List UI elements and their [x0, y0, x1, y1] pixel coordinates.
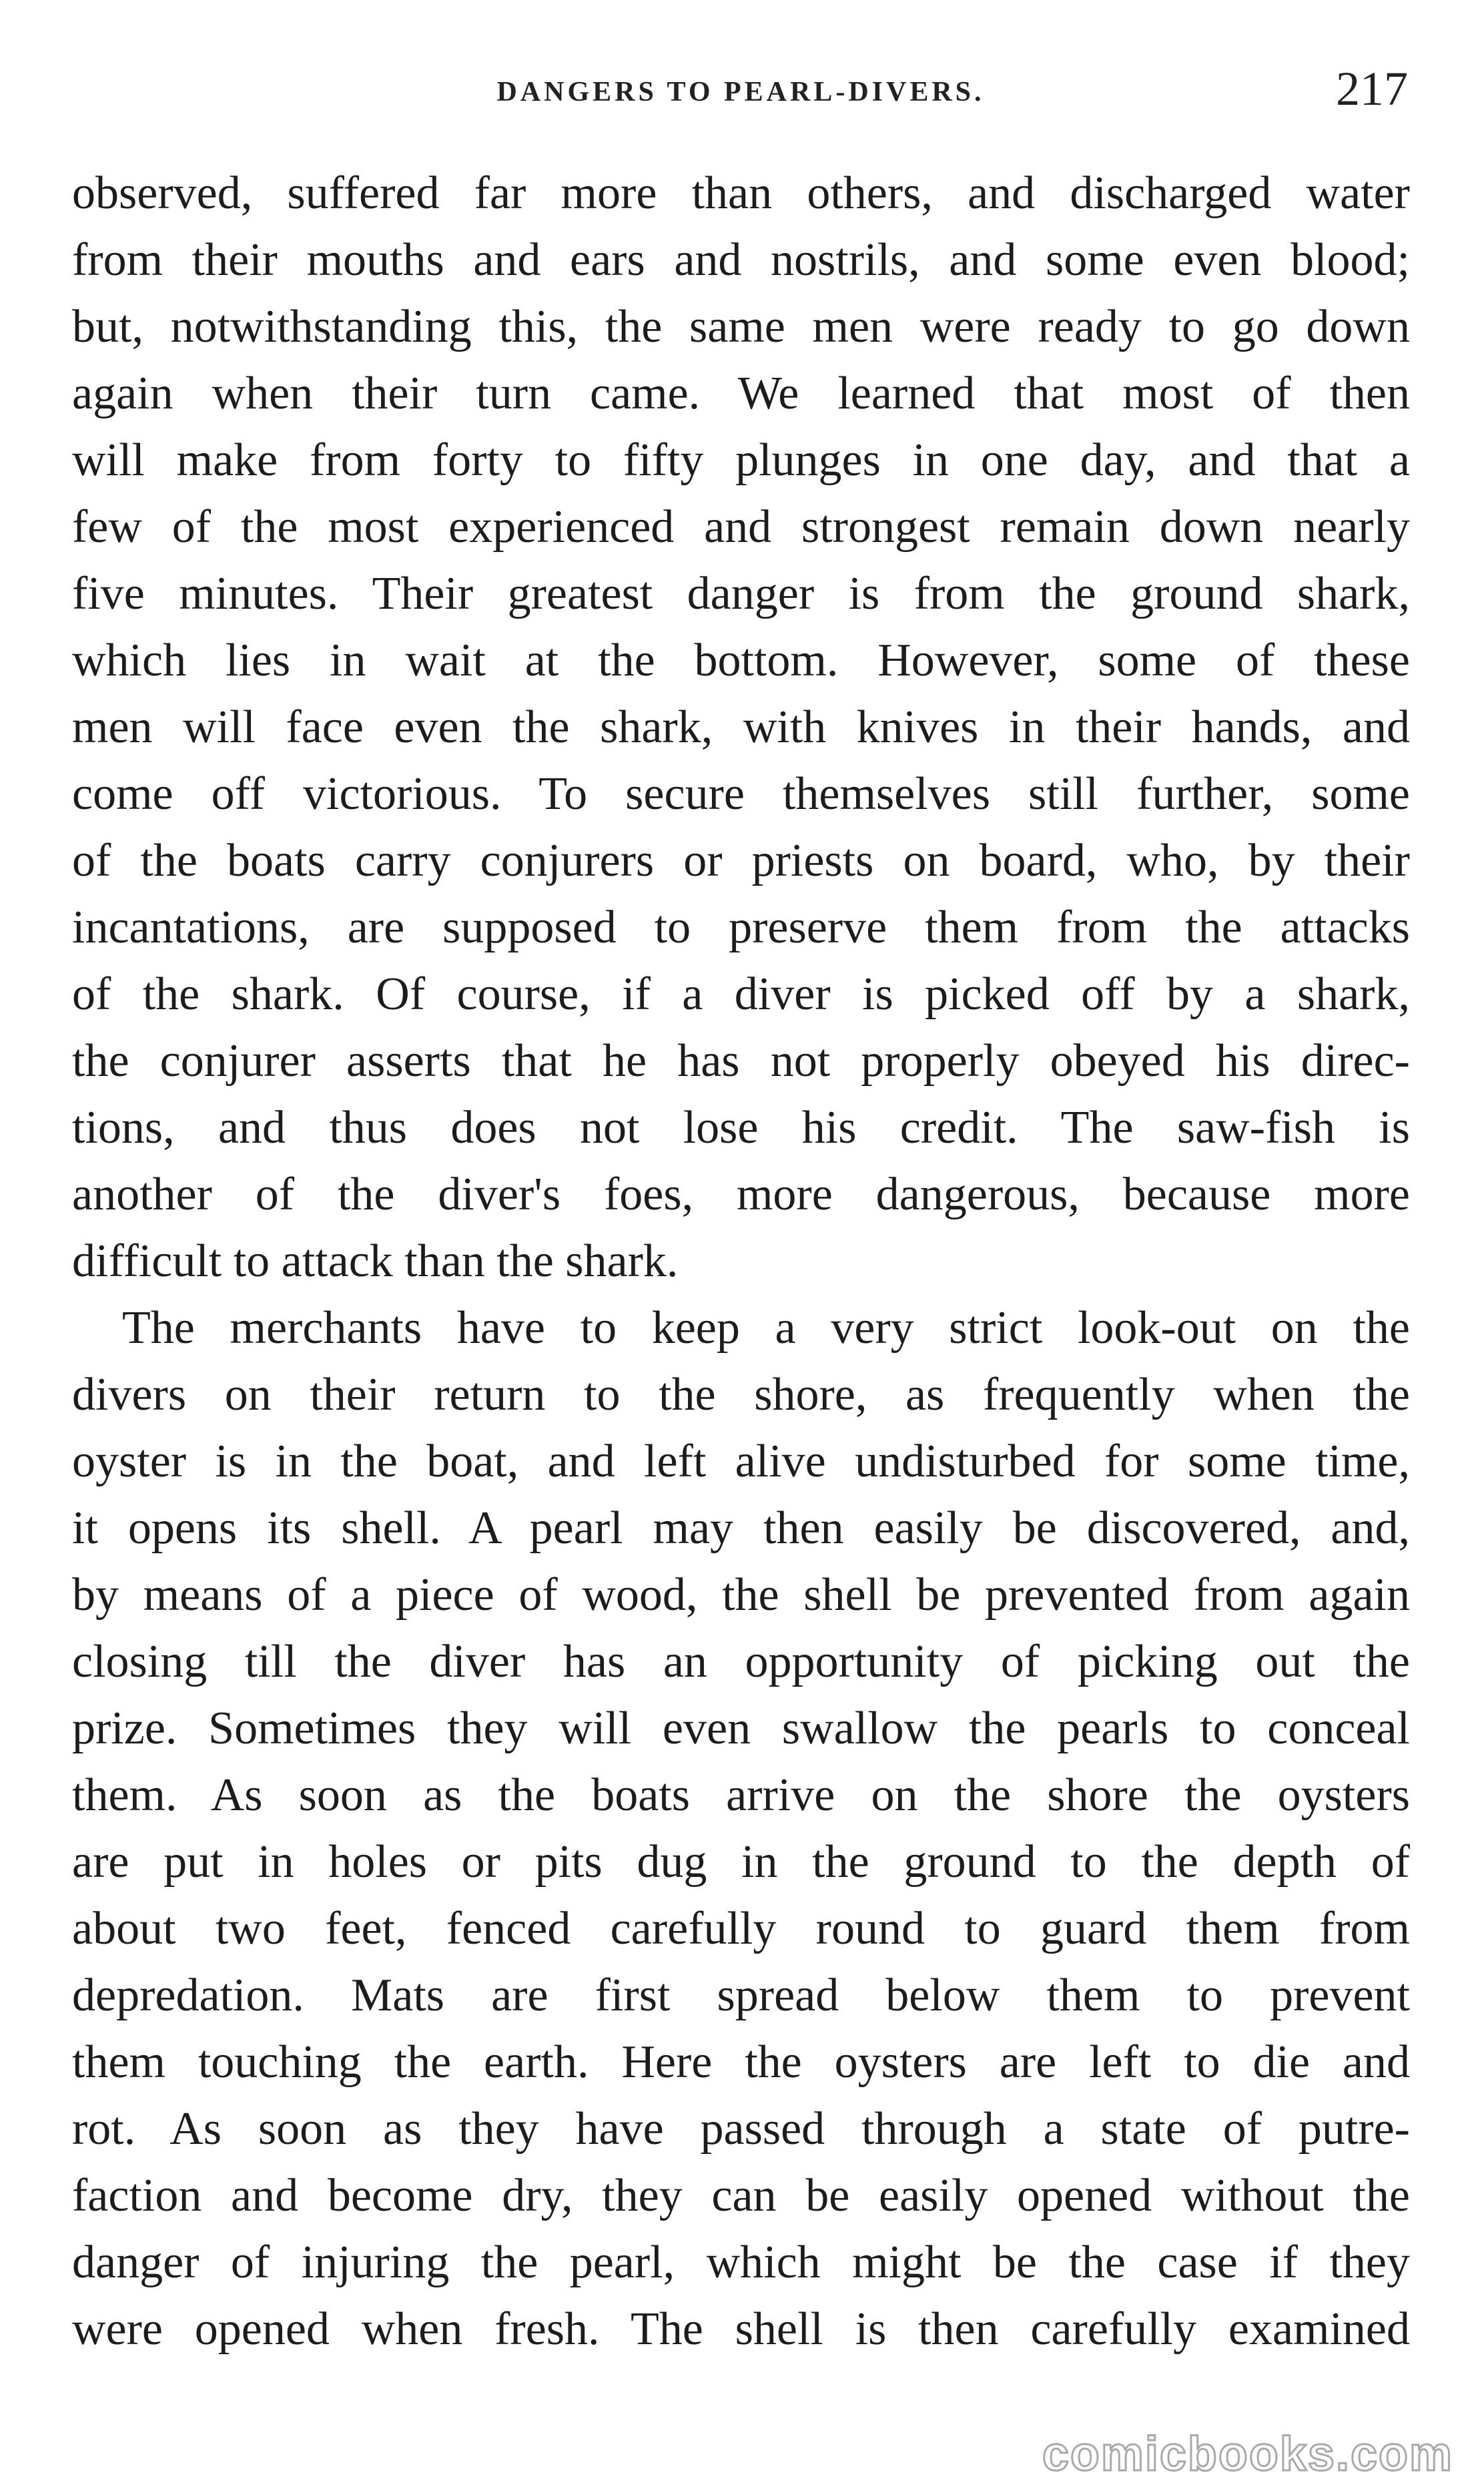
text-line: another of the diver's foes, more dangerous, because more — [72, 1169, 1410, 1220]
running-head — [73, 61, 1408, 142]
text-line: them. As soon as the boats arrive on the shore the oysters — [72, 1769, 1410, 1821]
text-line: were opened when fresh. The shell is then carefully examined — [72, 2303, 1410, 2355]
text-line: men will face even the shark, with knives in their hands, and — [72, 702, 1410, 753]
text-line: five minutes. Their greatest danger is from the ground shark, — [72, 568, 1410, 619]
text-line: them touching the earth. Here the oysters are left to die and — [72, 2036, 1410, 2088]
text-line: will make from forty to fifty plunges in one day, and that a — [72, 435, 1410, 486]
text-line: prize. Sometimes they will even swallow the pearls to conceal — [72, 1703, 1410, 1754]
paragraph-1 — [72, 160, 1410, 1295]
text-line: of the shark. Of course, if a diver is picked off by a shark, — [72, 968, 1410, 1020]
text-line: observed, suffered far more than others, and discharged water — [72, 168, 1410, 219]
text-line: are put in holes or pits dug in the ground to the depth of — [72, 1836, 1410, 1888]
text-line: rot. As soon as they have passed through a state of putre- — [72, 2103, 1410, 2155]
text-line: about two feet, fenced carefully round to guard them from — [72, 1903, 1410, 1954]
watermark: comicbooks.com — [1042, 2428, 1453, 2481]
text-line: divers on their return to the shore, as frequently when the — [72, 1369, 1410, 1420]
text-line: of the boats carry conjurers or priests on board, who, by their — [72, 835, 1410, 886]
text-line: danger of injuring the pearl, which might be the case if they — [72, 2237, 1410, 2288]
text-line: difficult to attack than the shark. — [72, 1235, 679, 1287]
text-line: but, notwithstanding this, the same men were ready to go down — [72, 301, 1410, 352]
page-number: 217 — [1336, 62, 1408, 115]
text-line: closing till the diver has an opportunity of picking out the — [72, 1636, 1410, 1687]
text-line: which lies in wait at the bottom. However, some of these — [72, 635, 1410, 686]
text-line: tions, and thus does not lose his credit. The saw-fish is — [72, 1102, 1410, 1153]
text-line: from their mouths and ears and nostrils, and some even blood; — [72, 234, 1410, 286]
text-line: incantations, are supposed to preserve them from the attacks — [72, 902, 1410, 953]
text-line: few of the most experienced and strongest remain down nearly — [72, 501, 1410, 553]
running-title: DANGERS TO PEARL-DIVERS. — [496, 77, 985, 107]
paragraph-2 — [72, 1295, 1410, 2363]
text-line: faction and become dry, they can be easily opened without the — [72, 2170, 1410, 2221]
text-line: the conjurer asserts that he has not properly obeyed his direc- — [72, 1035, 1410, 1087]
body-text — [72, 160, 1410, 2363]
text-line: by means of a piece of wood, the shell be prevented from again — [72, 1569, 1410, 1621]
text-line: again when their turn came. We learned that most of then — [72, 368, 1410, 419]
text-line: come off victorious. To secure themselves still further, some — [72, 768, 1410, 820]
text-line: oyster is in the boat, and left alive undisturbed for some time, — [72, 1436, 1410, 1487]
text-line: depredation. Mats are first spread below them to prevent — [72, 1970, 1410, 2021]
text-line: The merchants have to keep a very strict look-out on the — [122, 1302, 1410, 1354]
text-line: it opens its shell. A pearl may then easily be discovered, and, — [72, 1502, 1410, 1554]
